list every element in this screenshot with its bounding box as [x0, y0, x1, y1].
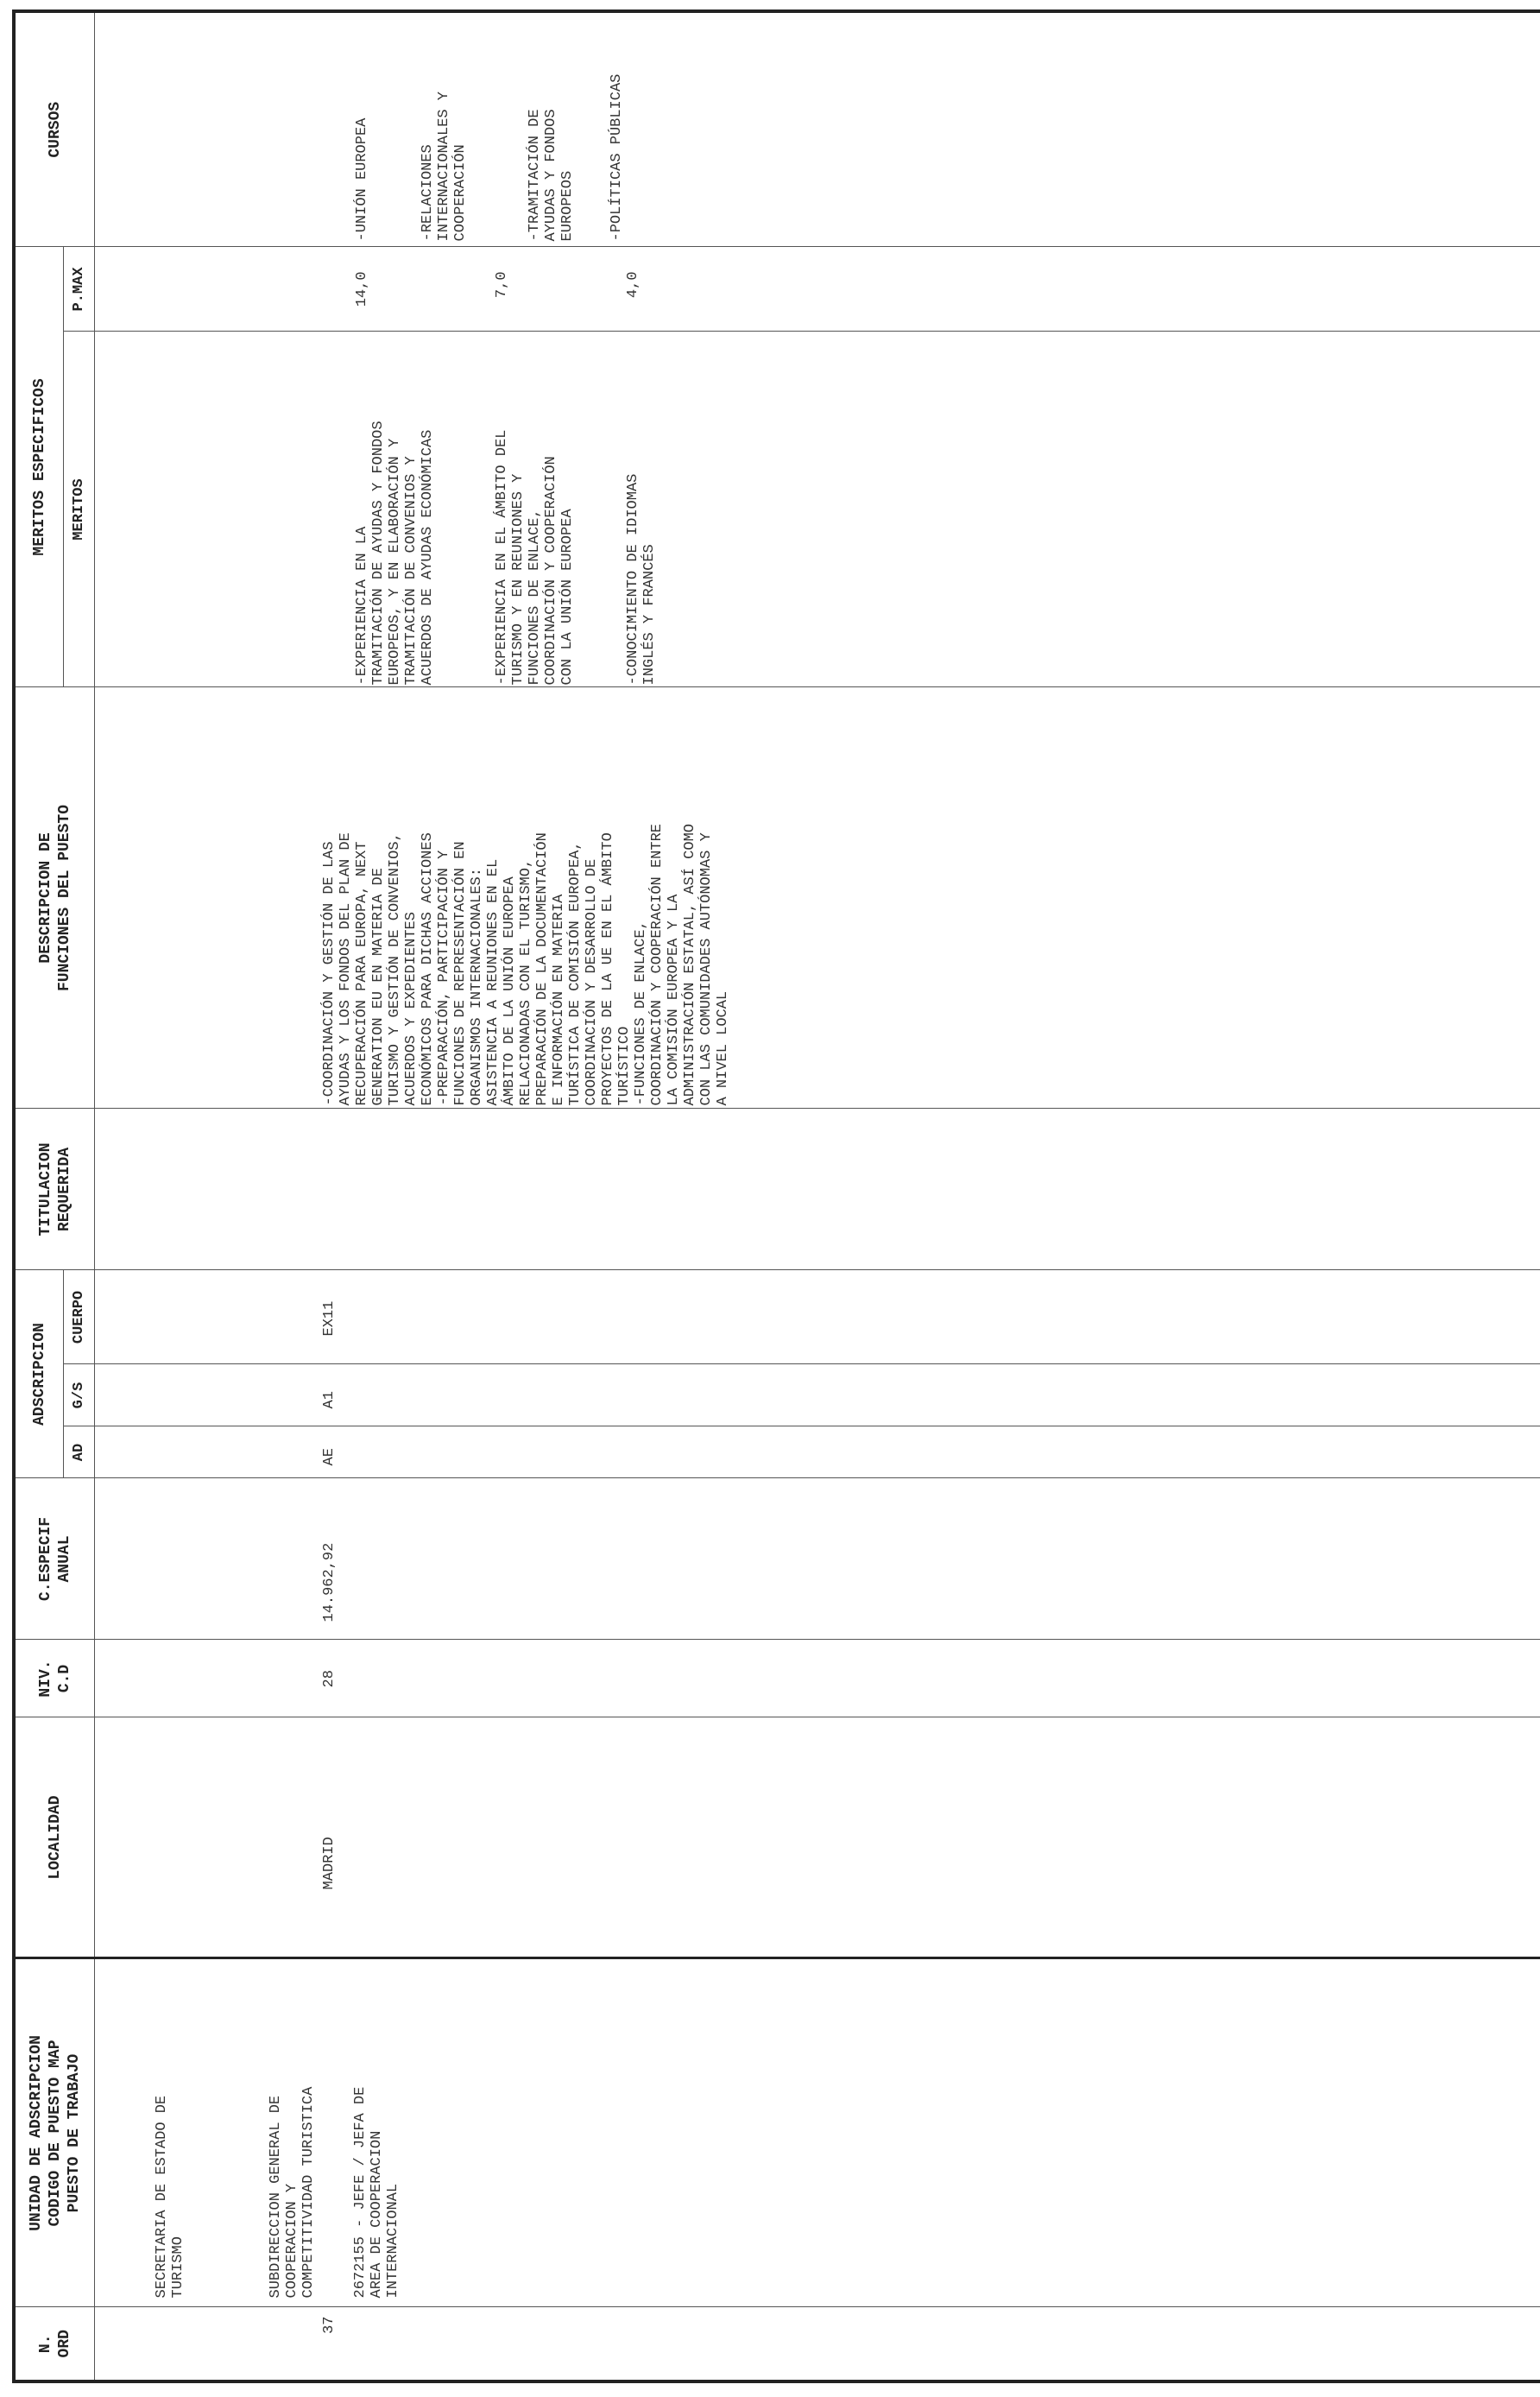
cell-c-especif: 14.962,92	[95, 1478, 1540, 1640]
header-titulacion: TITULACION REQUERIDA	[14, 1109, 95, 1270]
pmax-value: 7,0	[494, 271, 510, 299]
cell-unidad	[95, 1958, 1540, 2307]
cell-nivel: 28	[95, 1640, 1540, 1717]
curso-item: -UNIÓN EUROPEA	[354, 117, 370, 242]
header-meritos-especificos: MERITOS ESPECIFICOS	[14, 247, 64, 687]
merito-item: -CONOCIMIENTO DE IDIOMAS INGLÉS Y FRANCÉS	[625, 473, 658, 686]
job-positions-table	[12, 9, 1540, 2383]
header-unidad: UNIDAD DE ADSCRIPCION CODIGO DE PUESTO MAP PUESTO DE TRABAJO	[14, 1958, 95, 2307]
cell-meritos	[95, 332, 1540, 687]
header-adscripcion: ADSCRIPCION	[14, 1270, 64, 1478]
cell-ad: AE	[95, 1426, 1540, 1478]
header-gs: G/S	[64, 1364, 95, 1426]
header-pmax: P.MAX	[64, 247, 95, 332]
unidad-subdireccion: SUBDIRECCION GENERAL DE COOPERACION Y COMPETITIVIDAD TURISTICA	[268, 2086, 317, 2299]
unidad-secretaria: SECRETARIA DE ESTADO DE TURISMO	[154, 2095, 186, 2299]
cell-pmax	[95, 247, 1540, 332]
merito-item: -EXPERIENCIA EN EL ÁMBITO DEL TURISMO Y EN REUNIONES Y FUNCIONES DE ENLACE, COORDINACIÓN Y COOPERACIÓN CON LA UNIÓN EUROPEA	[494, 429, 576, 686]
header-nivel: NIV. C.D	[14, 1640, 95, 1717]
cell-cuerpo: EX11	[95, 1270, 1540, 1364]
pmax-value: 4,0	[625, 271, 641, 299]
table-row	[95, 11, 1540, 2381]
cell-localidad: MADRID	[95, 1717, 1540, 1958]
pmax-value: 14,0	[354, 271, 370, 307]
curso-item: -POLÍTICAS PÚBLICAS	[609, 73, 625, 242]
header-n-ord: N. ORD	[14, 2307, 95, 2381]
cell-n-ord: 37	[95, 2307, 1540, 2381]
cell-descripcion: -COORDINACIÓN Y GESTIÓN DE LAS AYUDAS Y LOS FONDOS DEL PLAN DE RECUPERACIÓN PARA EUROPA, NEXT GENERATION EU EN MATERIA DE TURISMO Y GESTIÓN DE CONVENIOS, ACUERDOS Y EXPEDIENTES ECONÓMICOS PARA DICHAS ACCIONES -PREPARACIÓN, PARTICIPACIÓN Y FUNCIONES DE REPRESENTACIÓN EN ORGANISMOS INTERNACIONALES: ASISTENCIA A REUNIONES EN EL ÁMBITO DE LA UNIÓN EUROPEA RELACIONADAS CON EL TURISMO, PREPARACIÓN DE LA DOCUMENTACIÓN E INFORMACIÓN EN MATERIA TURÍSTICA DE COMISIÓN EUROPEA, COORDINACIÓN Y DESARROLLO DE PROYECTOS DE LA UE EN EL ÁMBITO TURÍSTICO -FUNCIONES DE ENLACE, COORDINACIÓN Y COOPERACIÓN ENTRE LA COMISIÓN EUROPEA Y LA ADMINISTRACIÓN ESTATAL, ASÍ COMO CON LAS COMUNIDADES AUTÓNOMAS Y A NIVEL LOCAL	[95, 687, 1540, 1109]
cell-titulacion	[95, 1109, 1540, 1270]
header-meritos: MERITOS	[64, 332, 95, 687]
merito-item: -EXPERIENCIA EN LA TRAMITACIÓN DE AYUDAS Y FONDOS EUROPEOS, Y EN ELABORACIÓN Y TRAMITACIÓN DE CONVENIOS Y ACUERDOS DE AYUDAS ECONÓMICAS	[354, 421, 436, 686]
cell-cursos	[95, 11, 1540, 247]
header-cuerpo: CUERPO	[64, 1270, 95, 1364]
header-descripcion: DESCRIPCION DE FUNCIONES DEL PUESTO	[14, 687, 95, 1109]
header-localidad: LOCALIDAD	[14, 1717, 95, 1958]
header-c-especif: C.ESPECIF ANUAL	[14, 1478, 95, 1640]
curso-item: -TRAMITACIÓN DE AYUDAS Y FONDOS EUROPEOS	[527, 109, 576, 242]
curso-item: -RELACIONES INTERNACIONALES Y COOPERACIÓN	[420, 92, 469, 242]
puesto-title: 2672155 - JEFE / JEFA DE AREA DE COOPERACION INTERNACIONAL	[352, 2086, 401, 2299]
header-cursos: CURSOS	[14, 11, 95, 247]
header-ad: AD	[64, 1426, 95, 1478]
cell-gs: A1	[95, 1364, 1540, 1426]
